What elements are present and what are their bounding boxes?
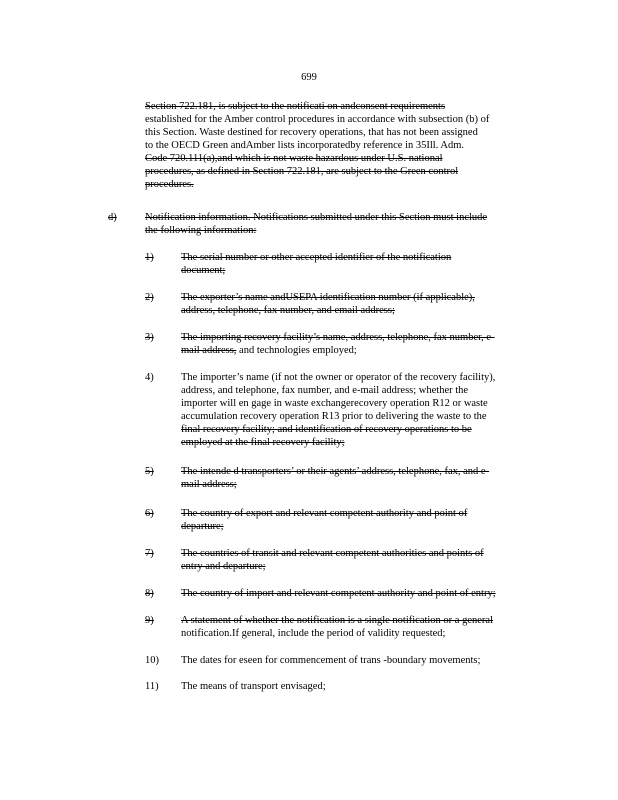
intro-line: to the OECD Green andAmber lists incorporatedby reference in 35Ill. Adm.: [145, 140, 464, 151]
item-line: mail address;: [181, 479, 237, 490]
item-number: 10): [145, 655, 159, 666]
item-line: The importing recovery facility’s name, address, telephone, fax number, e-: [181, 332, 495, 343]
section-marker: d): [108, 212, 117, 223]
item-line: accumulation recovery operation R13 prior to delivering the waste to the: [181, 411, 487, 422]
item-line: address, telephone, fax number, and email address;: [181, 305, 395, 316]
item-line: A statement of whether the notification is a single notification or a general: [181, 615, 493, 626]
item-number: 1): [145, 252, 154, 263]
item-line: The intende d transporters’ or their agents’ address, telephone, fax, and e-: [181, 466, 490, 477]
item-line: entry and departure;: [181, 561, 266, 572]
intro-line: Code 720.111(a),and which is not waste hazardous under U.S. national: [145, 153, 443, 164]
item-number: 4): [145, 372, 154, 383]
intro-line: procedures.: [145, 179, 194, 190]
item-number: 5): [145, 466, 154, 477]
item-line: The countries of transit and relevant competent authorities and points of: [181, 548, 484, 559]
page-number: 699: [301, 72, 317, 83]
item-line: document;: [181, 265, 226, 276]
item-line: The means of transport envisaged;: [181, 681, 326, 692]
item-number: 9): [145, 615, 154, 626]
item-line-kept: and technologies employed;: [239, 345, 357, 356]
item-line: The importer’s name (if not the owner or operator of the recovery facility),: [181, 372, 496, 383]
item-line: [181, 344, 357, 357]
item-number: 3): [145, 332, 154, 343]
intro-line: Section 722.181, is subject to the notificati on andconsent requirements: [145, 101, 446, 112]
item-line: The country of export and relevant competent authority and point of: [181, 508, 468, 519]
item-number: 2): [145, 292, 154, 303]
item-number: 8): [145, 588, 154, 599]
intro-line: established for the Amber control procedures in accordance with subsection (b) of: [145, 114, 490, 125]
item-line: The country of import and relevant competent authority and point of entry;: [181, 588, 496, 599]
item-number: 7): [145, 548, 154, 559]
intro-line: this Section. Waste destined for recovery operations, that has not been assigned: [145, 127, 478, 138]
item-line: departure;: [181, 521, 224, 532]
item-line: The dates for eseen for commencement of trans -boundary movements;: [181, 655, 481, 666]
item-line: The exporter’s name andUSEPA identification number (if applicable),: [181, 292, 475, 303]
item-line-struck: mail address,: [181, 345, 237, 356]
item-line: notification.If general, include the period of validity requested;: [181, 628, 446, 639]
section-line: Notification information. Notifications submitted under this Section must include: [145, 212, 488, 223]
item-line: address, and telephone, fax number, and e-mail address; whether the: [181, 385, 469, 396]
item-line: importer will en gage in waste exchangerecovery operation R12 or waste: [181, 398, 488, 409]
intro-line: procedures, as defined in Section 722.181, are subject to the Green control: [145, 166, 459, 177]
item-line: employed at the final recovery facility;: [181, 437, 345, 448]
item-number: 6): [145, 508, 154, 519]
section-line: the following information:: [145, 225, 257, 236]
item-line: final recovery facility; and identification of recovery operations to be: [181, 424, 472, 435]
item-number: 11): [145, 681, 159, 692]
item-line: The serial number or other accepted identifier of the notification: [181, 252, 452, 263]
